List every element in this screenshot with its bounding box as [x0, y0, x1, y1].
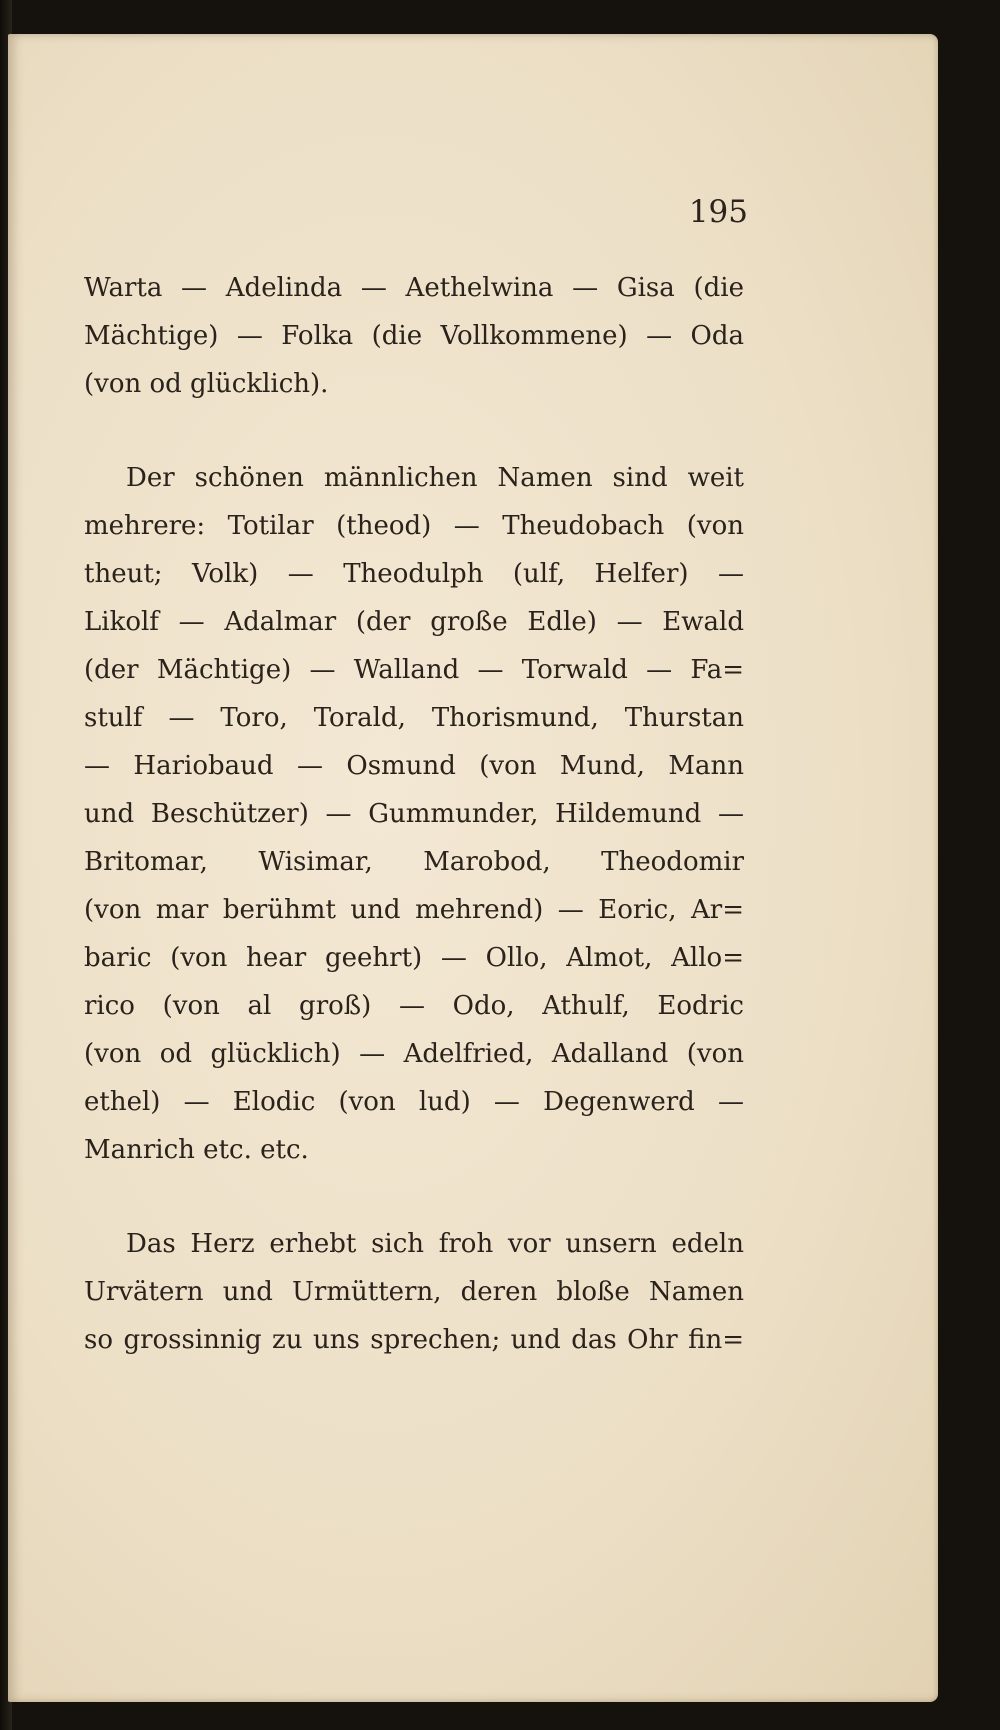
paragraph-3: [84, 1220, 744, 1364]
text-line: Likolf — Adalmar (der große Edle) — Ewald: [84, 607, 744, 637]
text-line: Manrich etc. etc.: [84, 1135, 309, 1165]
text-line: Warta — Adelinda — Aethelwina — Gisa (die: [84, 273, 744, 303]
page-number: 195: [688, 194, 748, 230]
text-line: — Hariobaud — Osmund (von Mund, Mann: [84, 751, 744, 781]
paragraph-gap: [84, 408, 744, 454]
text-line: Mächtige) — Folka (die Vollkommene) — Oda: [84, 321, 744, 351]
text-line: rico (von al groß) — Odo, Athulf, Eodric: [84, 991, 744, 1021]
body-text: [84, 264, 744, 1364]
text-line: mehrere: Totilar (theod) — Theudobach (von: [84, 511, 744, 541]
text-line: (von od glücklich).: [84, 369, 329, 399]
paragraph-2: [84, 454, 744, 1174]
text-line: baric (von hear geehrt) — Ollo, Almot, Allo=: [84, 943, 744, 973]
text-line: Das Herz erhebt sich froh vor unsern edeln: [126, 1229, 744, 1259]
paragraph-1: [84, 264, 744, 408]
text-line: (von mar berühmt und mehrend) — Eoric, Ar=: [84, 895, 744, 925]
text-line: und Beschützer) — Gummunder, Hildemund —: [84, 799, 744, 829]
text-line: so grossinnig zu uns sprechen; und das Ohr fin=: [84, 1325, 744, 1355]
page-sheet: [8, 34, 938, 1702]
text-line: (der Mächtige) — Walland — Torwald — Fa=: [84, 655, 744, 685]
paragraph-gap: [84, 1174, 744, 1220]
text-line: ethel) — Elodic (von lud) — Degenwerd —: [84, 1087, 744, 1117]
text-line: stulf — Toro, Torald, Thorismund, Thurstan: [84, 703, 744, 733]
text-line: Britomar, Wisimar, Marobod, Theodomir: [84, 847, 744, 877]
text-line: theut; Volk) — Theodulph (ulf, Helfer) —: [84, 559, 744, 589]
text-line: (von od glücklich) — Adelfried, Adalland (von: [84, 1039, 744, 1069]
text-line: Urvätern und Urmüttern, deren bloße Namen: [84, 1277, 744, 1307]
text-line: Der schönen männlichen Namen sind weit: [126, 463, 744, 493]
